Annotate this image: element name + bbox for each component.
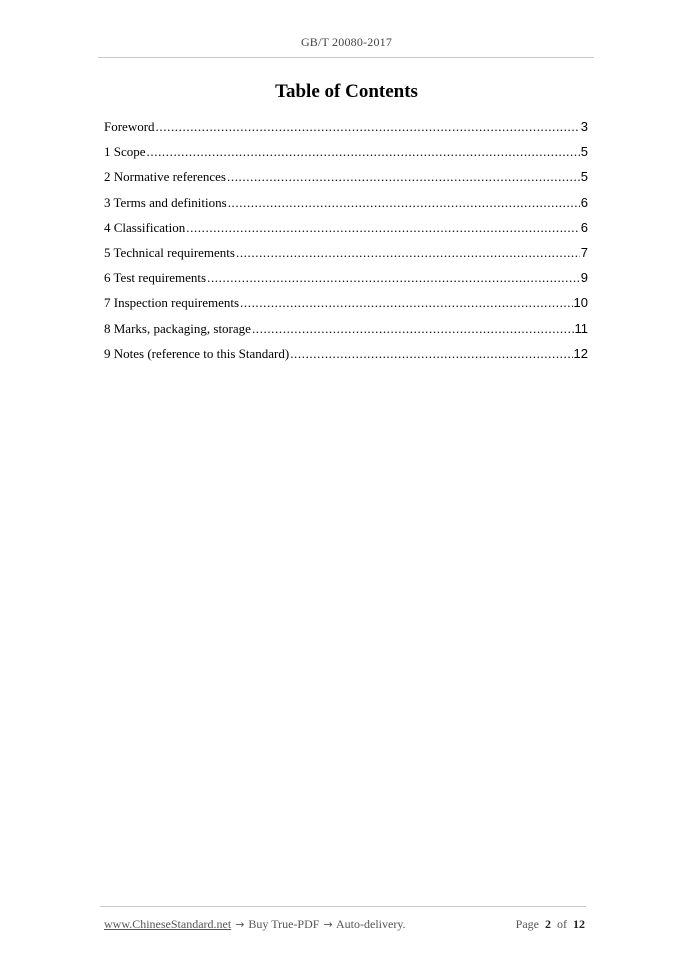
of-word: of: [557, 917, 567, 931]
toc-entry-normative-references[interactable]: [104, 168, 588, 193]
page-word: Page: [515, 917, 539, 931]
toc-entry-label: 6 Test requirements: [104, 270, 207, 286]
toc-entry-label: 2 Normative references: [104, 169, 226, 185]
toc-entry-inspection-requirements[interactable]: [104, 294, 588, 319]
toc-title: Table of Contents: [275, 81, 418, 102]
toc-entry-marks-packaging-storage[interactable]: [104, 320, 588, 345]
toc-entry-test-requirements[interactable]: [104, 269, 588, 294]
current-page-number: 2: [545, 917, 551, 931]
toc-entry-label: 4 Classification: [104, 219, 186, 235]
toc-dot-leader: [236, 244, 580, 262]
toc-entry-notes[interactable]: [104, 345, 588, 370]
toc-dot-leader: [156, 118, 580, 136]
arrow-right-icon: →: [323, 918, 333, 931]
site-link[interactable]: www.ChineseStandard.net: [104, 917, 232, 931]
toc-entry-page: 7: [580, 244, 588, 260]
toc-dot-leader: [228, 194, 580, 212]
toc-dot-leader: [240, 294, 573, 312]
toc-entry-page: 6: [580, 194, 588, 210]
toc-entry-page: 5: [580, 169, 588, 185]
toc-entry-page: 12: [573, 345, 588, 361]
toc-entry-terms-and-definitions[interactable]: [104, 194, 588, 219]
toc-entry-page: 6: [580, 219, 588, 235]
auto-delivery-text: Auto-delivery.: [336, 917, 406, 931]
toc-entry-technical-requirements[interactable]: [104, 244, 588, 269]
toc-entry-scope[interactable]: [104, 143, 588, 168]
toc-entry-label: Foreword: [104, 119, 155, 134]
footer-divider: [100, 906, 586, 907]
total-pages-number: 12: [573, 917, 585, 931]
toc-dot-leader: [227, 168, 580, 186]
toc-entry-page: 5: [580, 144, 588, 160]
toc-dot-leader: [252, 320, 574, 338]
page-indicator: [516, 917, 585, 932]
toc-entry-label: 8 Marks, packaging, storage: [104, 320, 251, 336]
buy-true-pdf-text: Buy True-PDF: [248, 917, 320, 931]
toc-entry-page: 10: [573, 295, 588, 311]
toc-entry-label: 9 Notes (reference to this Standard): [104, 345, 290, 361]
toc-entry-page: 11: [574, 320, 588, 336]
toc-entry-label: 5 Technical requirements: [104, 244, 235, 260]
toc-dot-leader: [186, 219, 580, 237]
toc-entry-page: 3: [580, 119, 588, 134]
toc-list: [104, 118, 588, 370]
document-code-header: GB/T 20080-2017: [300, 35, 393, 49]
footer-promo: [104, 917, 406, 932]
toc-dot-leader: [290, 345, 572, 363]
toc-entry-page: 9: [580, 270, 588, 286]
toc-dot-leader: [207, 269, 580, 287]
header-divider: [98, 57, 594, 58]
toc-entry-label: 7 Inspection requirements: [104, 295, 240, 311]
toc-entry-label: 1 Scope: [104, 144, 146, 160]
arrow-right-icon: →: [235, 918, 245, 931]
toc-entry-classification[interactable]: [104, 219, 588, 244]
toc-entry-label: 3 Terms and definitions: [104, 194, 227, 210]
toc-dot-leader: [147, 143, 580, 161]
toc-entry-foreword[interactable]: [104, 118, 588, 143]
